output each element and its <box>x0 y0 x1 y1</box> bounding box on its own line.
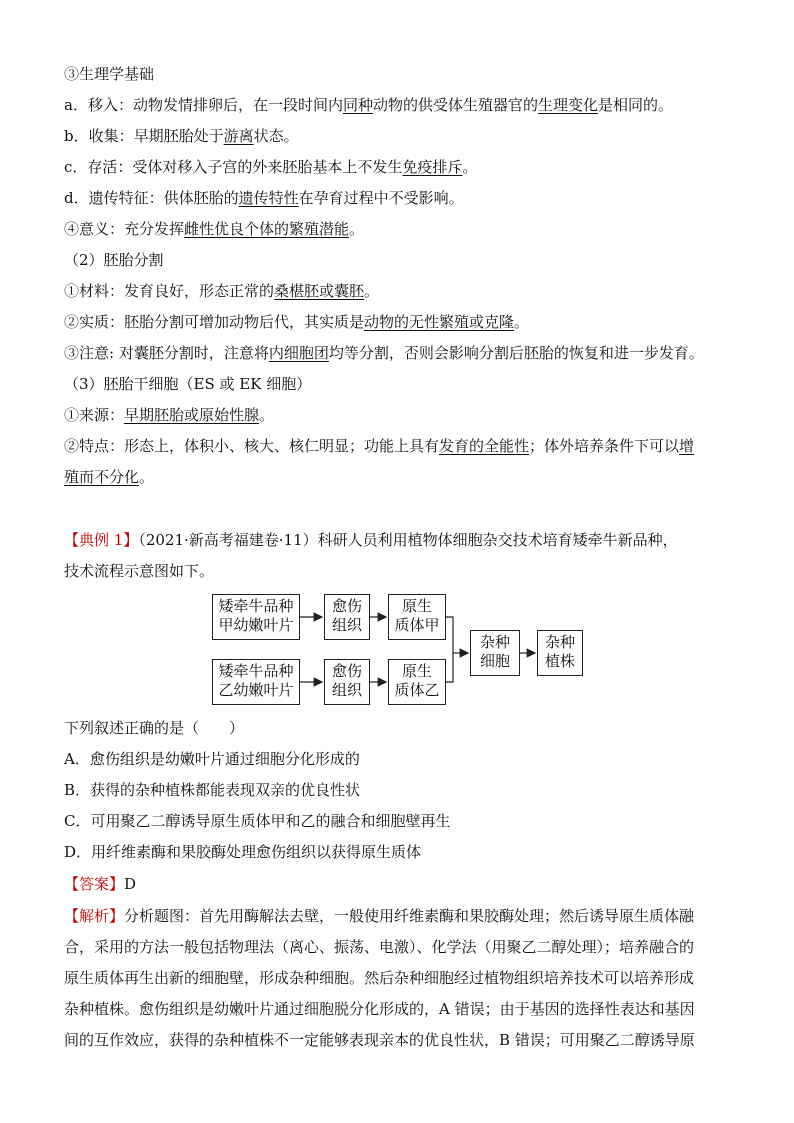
stem-line-1: ①来源：早期胚胎或原始性腺。 <box>64 406 275 424</box>
option-d: D．用纤维素酶和果胶酶处理愈伤组织以获得原生质体 <box>64 843 422 861</box>
analysis-line-2: 合，采用的方法一般包括物理法（离心、振荡、电激）、化学法（用聚乙二醇处理）；培养融合的 <box>64 938 695 956</box>
analysis-line-4: 杂种植株。愈伤组织是幼嫩叶片通过细胞脱分化形成的，A 错误；由于基因的选择性表达和基因 <box>64 1000 695 1018</box>
example-tag: 【典例 1】 <box>64 531 139 549</box>
question-stem: 下列叙述正确的是（ ） <box>64 719 245 737</box>
analysis-line-5: 间的互作效应，获得的杂种植株不一定能够表现亲本的优良性状，B 错误；可用聚乙二醇诱导原 <box>64 1031 695 1049</box>
answer-tag: 【答案】 <box>64 875 125 893</box>
box-hybrid-cell: 杂种 细胞 <box>470 630 520 676</box>
option-b: B．获得的杂种植株都能表现双亲的优良性状 <box>64 781 361 799</box>
meaning-line: ④意义：充分发挥雌性优良个体的繁殖潜能。 <box>64 220 365 238</box>
example-title: 【典例 1】（2021·新高考福建卷·11）科研人员利用植物体细胞杂交技术培育矮牵牛新品种， <box>64 531 678 549</box>
stem-line-3: 殖而不分化。 <box>64 468 155 486</box>
analysis-line-1: 【解析】分析题图：首先用酶解法去壁，一般使用纤维素酶和果胶酶处理；然后诱导原生质体融 <box>64 907 695 925</box>
box-leaf-a: 矮牵牛品种 甲幼嫩叶片 <box>212 594 300 640</box>
physio-line-d: d．遗传特征：供体胚胎的遗传特性在孕育过程中不受影响。 <box>64 189 464 207</box>
option-a: A．愈伤组织是幼嫩叶片通过细胞分化形成的 <box>64 750 360 768</box>
stem-heading: （3）胚胎干细胞（ES 或 EK 细胞） <box>64 375 312 393</box>
analysis-line-3: 原生质体再生出新的细胞壁，形成杂种细胞。然后杂种细胞经过植物组织培养技术可以培养形成 <box>64 969 695 987</box>
physio-line-a: a．移入：动物发情排卵后，在一段时间内同种动物的供受体生殖器官的生理变化是相同的。 <box>64 96 674 114</box>
split-heading: （2）胚胎分割 <box>64 251 164 269</box>
box-callus-b: 愈伤 组织 <box>324 659 370 705</box>
box-hybrid-plant: 杂种 植株 <box>537 630 583 676</box>
box-callus-a: 愈伤 组织 <box>324 594 370 640</box>
stem-line-2: ②特点：形态上，体积小、核大、核仁明显；功能上具有发育的全能性；体外培养条件下可以增 <box>64 437 695 455</box>
answer-value: D <box>124 875 137 893</box>
box-leaf-b: 矮牵牛品种 乙幼嫩叶片 <box>212 659 300 705</box>
analysis-tag: 【解析】 <box>64 907 125 925</box>
physio-line-b: b．收集：早期胚胎处于游离状态。 <box>64 127 299 145</box>
answer-line <box>64 874 136 894</box>
physio-heading: ③生理学基础 <box>64 65 155 83</box>
box-protoplast-b: 原生 质体乙 <box>388 659 446 705</box>
example-line-2: 技术流程示意图如下。 <box>64 562 215 580</box>
split-line-3: ③注意: 对囊胚分割时，注意将内细胞团均等分割，否则会影响分割后胚胎的恢复和进一步发育。 <box>64 344 704 362</box>
option-c: C．可用聚乙二醇诱导原生质体甲和乙的融合和细胞壁再生 <box>64 812 451 830</box>
split-line-1: ①材料：发育良好，形态正常的桑椹胚或囊胚。 <box>64 282 380 300</box>
split-line-2: ②实质：胚胎分割可增加动物后代，其实质是动物的无性繁殖或克隆。 <box>64 313 530 331</box>
box-protoplast-a: 原生 质体甲 <box>388 594 446 640</box>
physio-line-c: c．存活：受体对移入子宫的外来胚胎基本上不发生免疫排斥。 <box>64 158 478 176</box>
